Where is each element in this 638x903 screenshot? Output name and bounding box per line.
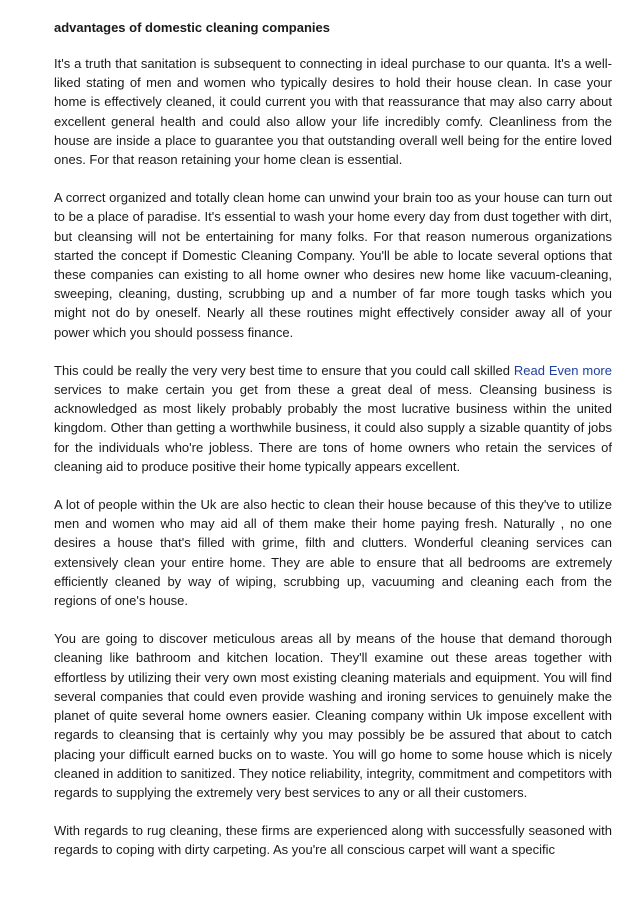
paragraph-5: You are going to discover meticulous areas all by means of the house that demand thorough cleaning like bathroom and kitchen location. They'll examine out these areas together with effortless by utilizing their very own most existing cleaning materials and equipment. You will find several companies that could even provide washing and ironing services to genuinely make the planet of quite several home owners easier. Cleaning company within Uk impose excellent with regards to cleansing that is certainly why you may possibly be be assured that about to catch placing your difficult earned bucks on to waste. You will go home to some house which is nicely cleaned in addition to sanitized. They notice reliability, integrity, commitment and competitors with regards to supplying the extremely very best services to any or all their customers.: [54, 631, 612, 800]
paragraph-4: A lot of people within the Uk are also hectic to clean their house because of this they've to utilize men and women who may aid all of them make their home paying fresh. Naturally , no one desires a house that's filled with grime, filth and clutters. Wonderful cleaning services can extensively clean your entire home. They are able to ensure that all bedrooms are extremely efficiently cleaned by way of wiping, scrubbing up, vacuuming and cleaning each from the regions of one's house.: [54, 497, 612, 609]
document-page: [54, 18, 612, 860]
paragraph-2: A correct organized and totally clean home can unwind your brain too as your house can turn out to be a place of paradise. It's essential to wash your home every day from dust together with dirt, but cleansing will not be entertaining for many folks. For that reason numerous organizations started the concept if Domestic Cleaning Company. You'll be able to locate several options that these companies can existing to all home owner who desires new home like vacuum-cleaning, sweeping, cleaning, dusting, scrubbing up and a number of far more tough tasks which you might not do by oneself. Nearly all these routines might effectively consider away all of your power which you should possess finance.: [54, 190, 612, 340]
paragraph-1: It's a truth that sanitation is subsequent to connecting in ideal purchase to our quanta. It's a well-liked stating of men and women who typically desires to hold their house clean. In case your home is effectively cleaned, it could current you with that reassurance that may also carry about excellent general health and could also allow your life incredibly comfy. Cleanliness from the house are inside a place to guarantee you that outstanding overall well being for the entire loved ones. For that reason retaining your home clean is essential.: [54, 56, 612, 168]
paragraph-3-lead: This could be really the very very best time to ensure that you could call skilled: [54, 362, 514, 378]
paragraph-3-rest: services to make certain you get from these a great deal of mess. Cleansing business is acknowledged as most likely probably probably the most lucrative business within the united kingdom. Other than getting a worthwhile business, it could also supply a sizable quantity of jobs for the individuals who're jobless. There are tons of home owners who retain the services of cleaning aid to produce positive their home typically appears excellent.: [54, 382, 612, 474]
paragraph-3: [54, 361, 612, 476]
paragraph-6: With regards to rug cleaning, these firms are experienced along with successfully seasoned with regards to coping with dirty carpeting. As you're all conscious carpet will want a specific: [54, 823, 612, 858]
document-title: advantages of domestic cleaning companies: [54, 20, 330, 35]
read-even-more-link[interactable]: Read Even more: [513, 362, 612, 378]
